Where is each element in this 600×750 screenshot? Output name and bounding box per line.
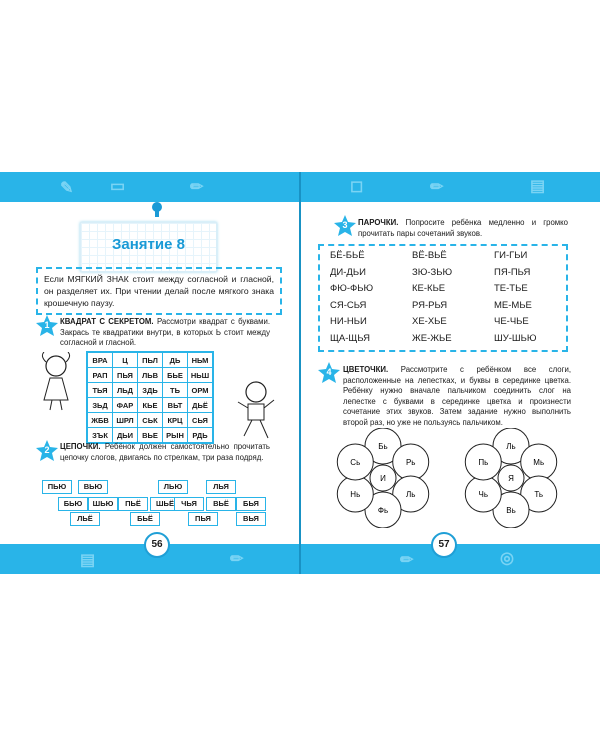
grid-cell[interactable]: НЬМ: [188, 352, 214, 368]
grid-row: [87, 352, 213, 368]
circle-doodle-icon: ◎: [500, 550, 514, 567]
petal-syllable: Сь: [350, 458, 361, 467]
task-number-badge: [318, 362, 340, 384]
flower-center-letter: Я: [508, 474, 514, 483]
secret-square-grid: [86, 351, 214, 444]
petal-syllable: Рь: [405, 458, 416, 467]
chain-syllable[interactable]: ПЬЮ: [42, 480, 72, 494]
chain-syllable[interactable]: БЬЁ: [130, 512, 160, 526]
task-number: 1: [44, 320, 50, 330]
task3-heading: ПАРОЧКИ.: [358, 218, 399, 227]
petal-syllable: Фь: [377, 506, 389, 515]
chain-syllable[interactable]: ШЬЮ: [88, 497, 118, 511]
task4-instructions: [343, 365, 571, 428]
petal-syllable: Нь: [350, 490, 361, 499]
syllable-pair: СЯ-СЬЯ: [330, 299, 367, 311]
chain-syllable[interactable]: ЛЬЁ: [70, 512, 100, 526]
pencil-doodle-icon: ✏: [230, 551, 244, 568]
task-number-badge: [334, 215, 356, 237]
chain-syllable[interactable]: ВЬЮ: [78, 480, 108, 494]
grid-cell[interactable]: ТЬЯ: [87, 383, 113, 398]
syllable-pairs-box: [318, 244, 568, 352]
grid-cell[interactable]: ШРЛ: [113, 413, 138, 428]
petal-syllable: Пь: [478, 458, 489, 467]
letter-doodle-icon: ✎: [60, 180, 74, 197]
syllable-pair: ВЁ-ВЬЁ: [412, 250, 447, 261]
syllable-pair: ШУ-ШЬЮ: [494, 332, 537, 344]
book-doodle-icon: ▤: [530, 178, 546, 195]
chain-syllable[interactable]: ЛЬЯ: [206, 480, 236, 494]
chain-syllable[interactable]: ВЬЁ: [206, 497, 236, 511]
grid-cell[interactable]: КРЦ: [163, 413, 188, 428]
grid-cell[interactable]: ПЬЛ: [138, 352, 163, 368]
grid-cell[interactable]: ЖБВ: [87, 413, 113, 428]
grid-cell[interactable]: ДЬЁ: [188, 398, 214, 413]
pencil-doodle-icon: ✏: [190, 179, 204, 196]
task1-text: Рассмотри квадрат с буквами. Закрась те квадратики внутри, в которых Ь стоит между согласной и гласной.: [60, 317, 271, 347]
grid-row: [87, 383, 213, 398]
chain-syllable[interactable]: БЬЯ: [236, 497, 266, 511]
grid-cell[interactable]: ВЬТ: [163, 398, 188, 413]
grid-cell[interactable]: РАП: [87, 368, 113, 383]
task-number: 2: [44, 445, 50, 455]
syllable-pair: БЁ-БЬЁ: [330, 250, 365, 261]
flower-center-letter: И: [380, 474, 386, 483]
grid-row: [87, 398, 213, 413]
square-doodle-icon: ◻: [350, 178, 364, 195]
task1-instructions: [60, 317, 270, 349]
grid-cell[interactable]: КЬЕ: [138, 398, 163, 413]
grid-cell[interactable]: НЬШ: [188, 368, 214, 383]
flower-2: [451, 428, 571, 528]
petal-syllable: Ль: [406, 490, 416, 499]
syllable-pair: ЗЮ-ЗЬЮ: [412, 266, 453, 278]
grid-cell[interactable]: РДЬ: [188, 428, 214, 444]
grid-row: [87, 428, 213, 444]
task4-text: Рассмотрите с ребёнком все слоги, расположенные на лепестках, и буквы в серединке цветка. Ребёнку нужно вначале пальчиком соединить слог на лепестке с буквами в серединке цветка и произнести сочетание этих звуков. Затем задание нужно выполнить второй раз, но уже не пользуясь пальчиком.: [343, 365, 571, 427]
grid-cell[interactable]: ЛЬВ: [138, 368, 163, 383]
grid-cell[interactable]: Ц: [113, 352, 138, 368]
syllable-pair: КЕ-КЬЕ: [412, 283, 446, 294]
left-page: [0, 202, 299, 550]
syllable-pair: ПЯ-ПЬЯ: [494, 266, 531, 278]
chain-syllable[interactable]: БЬЮ: [58, 497, 88, 511]
ruler-doodle-icon: ▭: [110, 178, 126, 195]
petal-syllable: Вь: [506, 506, 516, 515]
grid-cell[interactable]: БЬЕ: [163, 368, 188, 383]
chain-syllable[interactable]: ПЬЯ: [188, 512, 218, 526]
lesson-title-card: [80, 222, 217, 272]
grid-cell[interactable]: ЗЬД: [87, 398, 113, 413]
syllable-pair: МЕ-МЬЕ: [494, 299, 532, 311]
grid-row: [87, 368, 213, 383]
syllable-pair: РЯ-РЬЯ: [412, 299, 448, 311]
task2-heading: ЦЕПОЧКИ.: [60, 442, 101, 451]
task-number: 3: [342, 220, 348, 230]
syllable-pair: ЖЕ-ЖЬЕ: [412, 332, 452, 344]
syllable-pair: ФЮ-ФЬЮ: [330, 283, 374, 294]
grid-cell[interactable]: СЬК: [138, 413, 163, 428]
book-doodle-icon: ▤: [80, 552, 96, 569]
syllable-pair: ЩА-ЩЬЯ: [330, 332, 370, 344]
petal-syllable: Ть: [534, 490, 544, 499]
task-number-badge: [36, 315, 58, 337]
chain-syllable[interactable]: ПЬЁ: [118, 497, 148, 511]
grid-cell[interactable]: ФАР: [113, 398, 138, 413]
grid-cell[interactable]: ТЬ: [163, 383, 188, 398]
petal-syllable: Мь: [533, 458, 545, 467]
grid-cell[interactable]: ВРА: [87, 352, 113, 368]
page-number: 56: [144, 532, 170, 558]
flower-1: [323, 428, 443, 528]
pencil-doodle-icon: ✏: [400, 552, 414, 569]
grid-cell[interactable]: ДЬ: [163, 352, 188, 368]
syllable-pair: ТЕ-ТЬЕ: [494, 283, 528, 294]
girl-illustration-icon: [36, 352, 76, 412]
grid-cell[interactable]: ДЬИ: [113, 428, 138, 444]
syllable-pair: ГИ-ГЬИ: [494, 250, 528, 261]
task2-text: Ребёнок должен самостоятельно прочитать цепочку слогов, двигаясь по стрелкам, три раза подряд.: [60, 442, 270, 462]
chain-syllable[interactable]: ЛЬЮ: [158, 480, 188, 494]
lesson-title: Занятие 8: [112, 236, 185, 253]
syllable-pair: НИ-НЬИ: [330, 316, 367, 327]
task1-heading: КВАДРАТ С СЕКРЕТОМ.: [60, 317, 154, 326]
chain-syllable[interactable]: ШЬЁ: [150, 497, 180, 511]
petal-syllable: Ль: [506, 442, 516, 451]
grid-cell[interactable]: ВЬЕ: [138, 428, 163, 444]
grid-cell[interactable]: ЗЪК: [87, 428, 113, 444]
task-number: 4: [326, 367, 332, 377]
grid-cell[interactable]: ЗДЬ: [138, 383, 163, 398]
grid-cell[interactable]: РЫН: [163, 428, 188, 444]
syllable-pair: ХЕ-ХЬЕ: [412, 316, 447, 327]
page-number: 57: [431, 532, 457, 558]
rule-box: Если МЯГКИЙ ЗНАК стоит между согласной и гласной, он разделяет их. При чтении делай после мягкого знака крошечную паузу.: [36, 267, 282, 315]
task-number-badge: [36, 440, 58, 462]
grid-cell[interactable]: ПЬЯ: [113, 368, 138, 383]
task3-text: Попросите ребёнка медленно и громко прочитать пары сочетаний звуков.: [358, 218, 568, 238]
task3-instructions: [358, 218, 568, 239]
grid-row: [87, 413, 213, 428]
right-page: [301, 202, 600, 550]
grid-cell[interactable]: ЛЬД: [113, 383, 138, 398]
task2-instructions: [60, 442, 270, 463]
pencil-doodle-icon: ✏: [430, 179, 444, 196]
boy-illustration-icon: [236, 380, 276, 442]
chain-syllable[interactable]: ЧЬЯ: [174, 497, 204, 511]
pushpin-icon: [151, 202, 163, 222]
syllable-pair: ЧЕ-ЧЬЕ: [494, 316, 529, 327]
petal-syllable: Бь: [378, 442, 388, 451]
grid-cell[interactable]: СЬЯ: [188, 413, 214, 428]
syllable-pair: ДИ-ДЬИ: [330, 266, 366, 278]
task4-heading: ЦВЕТОЧКИ.: [343, 365, 389, 374]
grid-cell[interactable]: ОРМ: [188, 383, 214, 398]
petal-syllable: Чь: [478, 490, 489, 499]
chain-syllable[interactable]: ВЬЯ: [236, 512, 266, 526]
